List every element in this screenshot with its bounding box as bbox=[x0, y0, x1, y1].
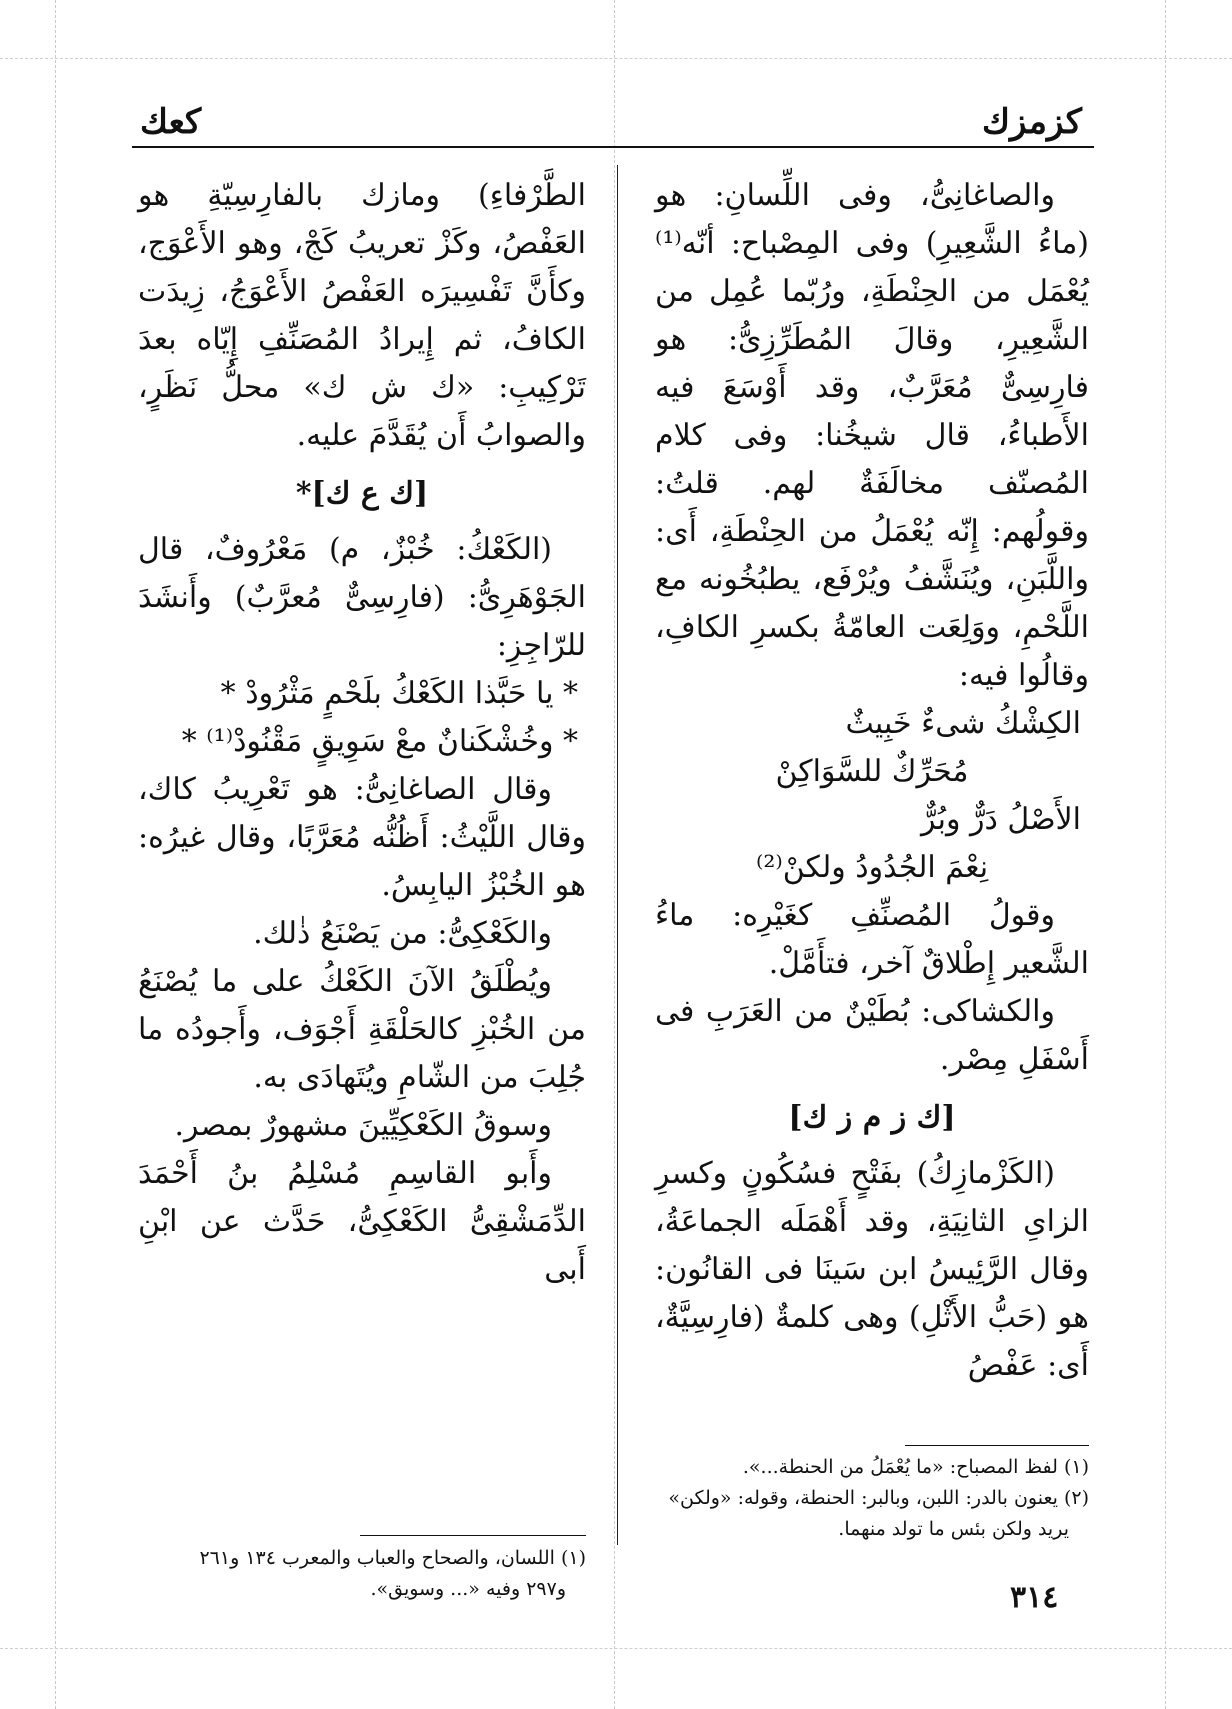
footnote: (٢) يعنون بالدر: اللبن، وبالبر: الحنطة، وقوله: «ولكن» bbox=[668, 1487, 1089, 1509]
crop-guide-top bbox=[0, 58, 1232, 59]
right-footnotes bbox=[655, 1452, 1089, 1545]
running-head-left: كعك bbox=[140, 102, 202, 142]
verse-line: مُحَرِّكٌ للسَّوَاكِنْ bbox=[775, 754, 969, 789]
left-paragraph: والكَعْكِىُّ: من يَصْنَعُ ذٰلك. bbox=[253, 916, 552, 951]
footnote: يريد ولكن بئس ما تولد منهما. bbox=[838, 1518, 1069, 1540]
footnote-rule-right bbox=[905, 1445, 1089, 1446]
entry-heading-kzmzk: [ك ز م ز ك] bbox=[788, 1100, 956, 1135]
left-paragraph: الطَّرْفاءِ) ومازك بالفارِسِيّةِ هو العَفْصُ، وكَزْ تعريبُ كَجْ، وهو الأَعْوَج، وكأَنَّ تَفْسِيرَه العَفْصُ الأَعْوَجُ، زِيدَت الكافُ، ثم إِيرادُ المُصَنِّفِ إِيّاه بعدَ تَرْكِيبِ: «ك ش ك» محلُّ نَظَرٍ، والصوابُ أَن يُقَدَّمَ عليه. bbox=[138, 178, 586, 453]
footnote: و٢٩٧ وفيه «... وسويق». bbox=[370, 1578, 566, 1600]
column-divider bbox=[617, 165, 618, 1545]
crop-guide-right bbox=[1165, 0, 1166, 1709]
right-paragraph: وقولُ المُصنِّفِ كغَيْرِه: ماءُ الشَّعير إِطْلاقٌ آخر، فتأَمَّلْ. bbox=[655, 898, 1089, 981]
right-column bbox=[655, 172, 1089, 1390]
left-paragraph: وقال الصاغانِىُّ: هو تَعْرِيبُ كاك، وقال اللَّيْثُ: أَظُنُّه مُعَرَّبًا، وقال غيرُه: هو الخُبْزُ اليابِسُ. bbox=[138, 772, 586, 903]
left-column bbox=[138, 172, 586, 1294]
left-paragraph: وأَبو القاسِمِ مُسْلِمُ بنُ أَحْمَدَ الدِّمَشْقِىُّ الكَعْكِىُّ، حَدَّث عن ابْنِ أَبى bbox=[138, 1156, 586, 1287]
footnote: (١) لفظ المصباح: «ما يُعْمَلُ من الحنطة...». bbox=[742, 1456, 1089, 1478]
footnote-rule-left bbox=[360, 1535, 586, 1536]
verse-line: * وخُشْكَنانٌ معْ سَوِيقٍ مَقْنُودْ⁽¹⁾ * bbox=[181, 724, 578, 759]
page-number: ٣١٤ bbox=[1010, 1580, 1059, 1615]
footnote: (١) اللسان، والصحاح والعباب والمعرب ١٣٤ و٢٦١ bbox=[199, 1547, 586, 1569]
left-paragraph: وسوقُ الكَعْكِيِّينَ مشهورٌ بمصر. bbox=[174, 1108, 552, 1143]
crop-guide-left bbox=[55, 0, 56, 1709]
left-paragraph: ويُطْلَقُ الآنَ الكَعْكُ على ما يُصْنَعُ من الخُبْزِ كالحَلْقَةِ أَجْوَف، وأَجودُه ما جُلِبَ من الشّامِ ويُتَهادَى به. bbox=[138, 964, 586, 1095]
verse-line: * يا حَبَّذا الكَعْكُ بلَحْمٍ مَثْرُودْ * bbox=[220, 676, 578, 711]
crop-guide-center bbox=[614, 0, 615, 1709]
verse-line: نِعْمَ الجُدُودُ ولكنْ⁽²⁾ bbox=[755, 850, 989, 885]
right-paragraph: (الكَزْمازِكُ) بفَتْحٍ فسُكُونٍ وكسرِ الزاىِ الثانِيَةِ، وقد أَهْمَلَه الجماعَةُ، وقال الرَّئِيسُ ابن سَينَا فى القانُون: هو (حَبُّ الأَثْلِ) وهى كلمةٌ (فارِسِيَّةٌ، أَى: عَفْصُ bbox=[655, 1156, 1089, 1383]
left-paragraph: (الكَعْكُ: خُبْزٌ، م) مَعْرُوفٌ، قال الجَوْهَرِىُّ: (فارِسِىٌّ مُعرَّبٌ) وأَنشَدَ للرّاجِزِ: bbox=[138, 532, 586, 663]
verse-line: الأَصْلُ دَرٌّ وبُرٌّ bbox=[921, 802, 1081, 837]
verse-line: الكِشْكُ شىءٌ خَبِيثٌ bbox=[845, 706, 1081, 741]
entry-heading-kak: [ك ع ك]* bbox=[295, 476, 429, 511]
header-rule bbox=[132, 146, 1094, 148]
crop-guide-bottom bbox=[0, 1648, 1232, 1649]
left-footnotes bbox=[138, 1543, 586, 1605]
running-head-right: كزمزك bbox=[982, 102, 1082, 142]
right-paragraph: والصاغانِىُّ، وفى اللِّسانِ: هو (ماءُ الشَّعِيرِ) وفى المِصْباح: أنّه⁽¹⁾ يُعْمَل من الحِنْطَةِ، ورُبّما عُمِل من الشَّعِيرِ، وقالَ المُطَرِّزِىُّ: هو فارِسِىٌّ مُعَرَّبٌ، وقد أَوْسَعَ فيه الأَطباءُ، قال شيخُنا: وفى كلام المُصنّف مخالَفَةٌ لهم. قلتُ: وقولُهم: إِنّه يُعْمَلُ من الحِنْطَةِ، أَى: واللَّبَنِ، ويُنَشَّفُ ويُرْفَع، يطبُخُونه مع اللَّحْمِ، ووَلِعَت العامّةُ بكسرِ الكافِ، وقالُوا فيه: bbox=[655, 178, 1089, 693]
right-paragraph: والكشاكى: بُطَيْنٌ من العَرَبِ فى أَسْفَلِ مِصْر. bbox=[655, 994, 1089, 1077]
